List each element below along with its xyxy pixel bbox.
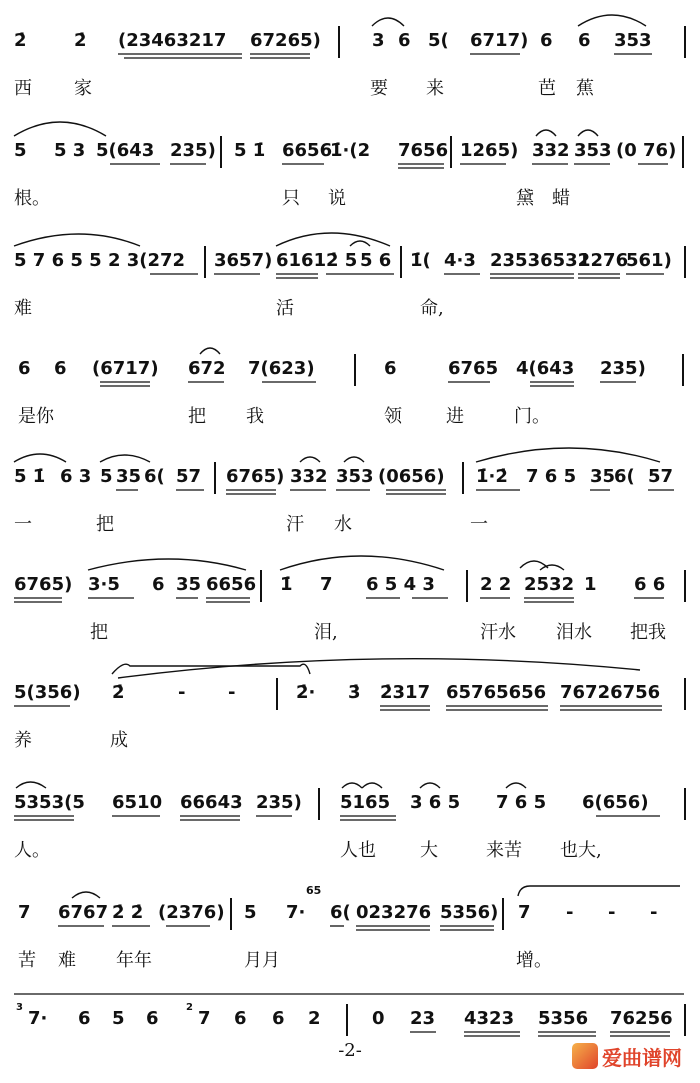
lyric-char: 月月 (244, 950, 280, 971)
lyric-char: 一 (14, 514, 32, 535)
lyric-char: 我 (246, 406, 264, 427)
slur-and-underline-marks (0, 870, 700, 980)
note-group: (6717) (92, 358, 159, 379)
note-group: 7(623) (248, 358, 315, 379)
note-group: 3 6 5 (410, 792, 461, 813)
note-group: 6 (578, 30, 591, 51)
note-group: 2 (308, 1008, 321, 1029)
note-group: 4323 (464, 1008, 515, 1029)
note-group: 6 3 (60, 466, 92, 487)
bar-line (338, 26, 340, 58)
bar-line (276, 678, 278, 710)
note-group: 1276 (578, 250, 629, 271)
lyric-char: 一 (470, 514, 488, 535)
note-group: 35 (590, 466, 616, 487)
bar-line (682, 136, 684, 168)
bar-line (684, 788, 686, 820)
note-group: 67265) (250, 30, 321, 51)
grace-note: 2 (186, 1002, 193, 1013)
note-group: - (228, 682, 236, 703)
note-group: 5165 (340, 792, 391, 813)
note-group: 7· (28, 1008, 48, 1029)
note-group: 2532 (524, 574, 575, 595)
note-group: 6765 (448, 358, 499, 379)
note-group: 235) (256, 792, 302, 813)
note-group: 1 (584, 574, 597, 595)
note-group: 7656 (398, 140, 449, 161)
note-group: - (566, 902, 574, 923)
note-group: - (608, 902, 616, 923)
bar-line (204, 246, 206, 278)
note-group: 332 (290, 466, 328, 487)
lyric-char: 蕉 (576, 78, 594, 99)
lyric-char: 把 (96, 514, 114, 535)
note-group: 5(643 (96, 140, 155, 161)
note-group: 6765) (226, 466, 285, 487)
score-system-8 (0, 760, 700, 870)
lyric-char: 芭 (538, 78, 556, 99)
bar-line (684, 1004, 686, 1036)
lyric-char: 领 (384, 406, 402, 427)
bar-line (220, 136, 222, 168)
lyric-char: 大 (420, 840, 438, 861)
note-group: 5 3 (54, 140, 86, 161)
note-group: 2̇ 5 (326, 250, 358, 271)
grace-note: 3 (16, 1002, 23, 1013)
note-group: 1̇·2̇ (476, 466, 508, 487)
bar-line (684, 570, 686, 602)
note-group: 6( (144, 466, 165, 487)
note-group: 5 1̇ (234, 140, 266, 161)
note-group: 1̇ (280, 574, 293, 595)
lyric-char: 泪水 (556, 622, 592, 643)
slur-and-underline-marks (0, 326, 700, 436)
note-group: 5 7 6 5 5 2 3(272 (14, 250, 186, 271)
lyric-char: 汗水 (480, 622, 516, 643)
bar-line (214, 462, 216, 494)
lyric-char: 要 (370, 78, 388, 99)
lyric-char: 来苦 (486, 840, 522, 861)
lyric-char: 年年 (116, 950, 152, 971)
note-group: 3·5 (88, 574, 120, 595)
slur-and-underline-marks (0, 0, 700, 110)
note-group: 5 (100, 466, 113, 487)
note-group: 3657) (214, 250, 273, 271)
bar-line (462, 462, 464, 494)
lyric-char: 水 (334, 514, 352, 535)
lyric-char: 说 (328, 188, 346, 209)
note-group: 5353(5 (14, 792, 85, 813)
note-group: 66643 (180, 792, 243, 813)
score-system-6 (0, 542, 700, 652)
lyric-char: 泪, (314, 622, 338, 643)
note-group: 5 (14, 140, 27, 161)
note-group: 2̇ (112, 682, 125, 703)
note-group: 2 2 (480, 574, 512, 595)
lyric-char: 养 (14, 730, 32, 751)
note-group: 2̇317 (380, 682, 431, 703)
bar-line (502, 898, 504, 930)
note-group: 7 6 5 (526, 466, 577, 487)
note-group: (23463217 (118, 30, 227, 51)
note-group: 6765) (14, 574, 73, 595)
note-group: 57 (648, 466, 674, 487)
note-group: 6656 (282, 140, 333, 161)
note-group: 7 (518, 902, 531, 923)
lyric-char: 活 (276, 298, 294, 319)
note-group: 35 (116, 466, 142, 487)
note-group: 35 (176, 574, 202, 595)
bar-line (682, 354, 684, 386)
bar-line (400, 246, 402, 278)
lyric-char: 也大, (560, 840, 602, 861)
note-group: 57 (176, 466, 202, 487)
note-group: 235) (600, 358, 646, 379)
note-group: 023276 (356, 902, 432, 923)
watermark-text: 爱曲谱网 (602, 1045, 682, 1070)
note-group: 5 6 (360, 250, 392, 271)
note-group: 353 (574, 140, 612, 161)
slur-and-underline-marks (0, 108, 700, 218)
lyric-char: 西 (14, 78, 32, 99)
note-group: 1̇( (410, 250, 431, 271)
note-group: - (650, 902, 658, 923)
note-group: 6 (146, 1008, 159, 1029)
score-system-9 (0, 870, 700, 980)
note-group: 2̇· (296, 682, 316, 703)
bar-line (450, 136, 452, 168)
note-group: 3̇ (348, 682, 361, 703)
note-group: 6 (78, 1008, 91, 1029)
note-group: 6 (152, 574, 165, 595)
lyric-char: 难 (58, 950, 76, 971)
note-group: 6 (18, 358, 31, 379)
note-group: 76256 (610, 1008, 673, 1029)
note-group: 6 (54, 358, 67, 379)
note-group: 7 (18, 902, 31, 923)
bar-line (684, 26, 686, 58)
bar-line (260, 570, 262, 602)
music-note-logo-icon (572, 1043, 598, 1069)
note-group: 7· (286, 902, 306, 923)
bar-line (466, 570, 468, 602)
score-system-5 (0, 434, 700, 544)
note-group: 353 (614, 30, 652, 51)
lyric-char: 人也 (340, 840, 376, 861)
note-group: 23 (410, 1008, 436, 1029)
note-group: 6767 (58, 902, 109, 923)
score-system-1 (0, 0, 700, 110)
slur-and-underline-marks (0, 218, 700, 328)
score-system-4 (0, 326, 700, 436)
note-group: 6161 (276, 250, 327, 271)
note-group: 1265) (460, 140, 519, 161)
note-group: 353 (336, 466, 374, 487)
lyric-char: 难 (14, 298, 32, 319)
note-group: 5(356) (14, 682, 81, 703)
note-group: 5 (244, 902, 257, 923)
slur-and-underline-marks (0, 650, 700, 760)
note-group: 6717) (470, 30, 529, 51)
score-system-10 (0, 976, 700, 1036)
note-group: 2̇ 2̇ (112, 902, 144, 923)
note-group: 3 (372, 30, 385, 51)
lyric-char: 苦 (18, 950, 36, 971)
lyric-char: 黛 (516, 188, 534, 209)
note-group: 23536532 (490, 250, 591, 271)
note-group: 6510 (112, 792, 163, 813)
note-group: 7 (198, 1008, 211, 1029)
lyric-char: 家 (74, 78, 92, 99)
note-group: 6( (330, 902, 351, 923)
watermark (572, 1036, 700, 1076)
note-group: 6 (272, 1008, 285, 1029)
note-group: 4(643 (516, 358, 575, 379)
bar-line (684, 678, 686, 710)
score-system-2 (0, 108, 700, 218)
lyric-char: 来 (426, 78, 444, 99)
score-system-3 (0, 218, 700, 328)
lyric-char: 门。 (514, 406, 550, 427)
note-group: (0 76) (616, 140, 677, 161)
note-group: 332 (532, 140, 570, 161)
grace-note: 65 (306, 884, 322, 897)
note-group: 672 (188, 358, 226, 379)
note-group: 1̇·(2 (330, 140, 371, 161)
lyric-char: 汗 (286, 514, 304, 535)
lyric-char: 只 (282, 188, 300, 209)
lyric-char: 成 (110, 730, 128, 751)
lyric-char: 命, (420, 298, 444, 319)
note-group: 5356) (440, 902, 499, 923)
note-group: - (178, 682, 186, 703)
note-group: 6 (540, 30, 553, 51)
bar-line (346, 1004, 348, 1036)
lyric-char: 蜡 (552, 188, 570, 209)
bar-line (354, 354, 356, 386)
note-group: 65765656 (446, 682, 547, 703)
note-group: 235) (170, 140, 216, 161)
lyric-char: 把 (188, 406, 206, 427)
note-group: 6656 (206, 574, 257, 595)
bar-line (230, 898, 232, 930)
note-group: 76726756 (560, 682, 661, 703)
lyric-char: 进 (446, 406, 464, 427)
note-group: 5356 (538, 1008, 589, 1029)
note-group: 2̇ (14, 30, 27, 51)
note-group: 6 (384, 358, 397, 379)
note-group: 5( (428, 30, 449, 51)
lyric-char: 增。 (516, 950, 552, 971)
note-group: (2376) (158, 902, 225, 923)
slur-and-underline-marks (0, 976, 700, 1036)
note-group: 5 (112, 1008, 125, 1029)
note-group: 0 (372, 1008, 385, 1029)
note-group: 7 6 5 (496, 792, 547, 813)
note-group: 561) (626, 250, 672, 271)
note-group: 6(656) (582, 792, 649, 813)
note-group: 2̇ (74, 30, 87, 51)
score-system-7 (0, 650, 700, 760)
note-group: 6 5 4 3 (366, 574, 435, 595)
note-group: 6 (398, 30, 411, 51)
note-group: 6 (234, 1008, 247, 1029)
bar-line (318, 788, 320, 820)
lyric-char: 根。 (14, 188, 50, 209)
lyric-char: 把我 (630, 622, 666, 643)
lyric-char: 是你 (18, 406, 54, 427)
lyric-char: 人。 (14, 840, 50, 861)
note-group: 5 1̇ (14, 466, 46, 487)
lyric-char: 把 (90, 622, 108, 643)
note-group: (0656) (378, 466, 445, 487)
note-group: 7 (320, 574, 333, 595)
note-group: 4·3 (444, 250, 476, 271)
note-group: 6( (614, 466, 635, 487)
note-group: 6 6 (634, 574, 666, 595)
bar-line (684, 246, 686, 278)
page-number: -2- (338, 1040, 362, 1061)
